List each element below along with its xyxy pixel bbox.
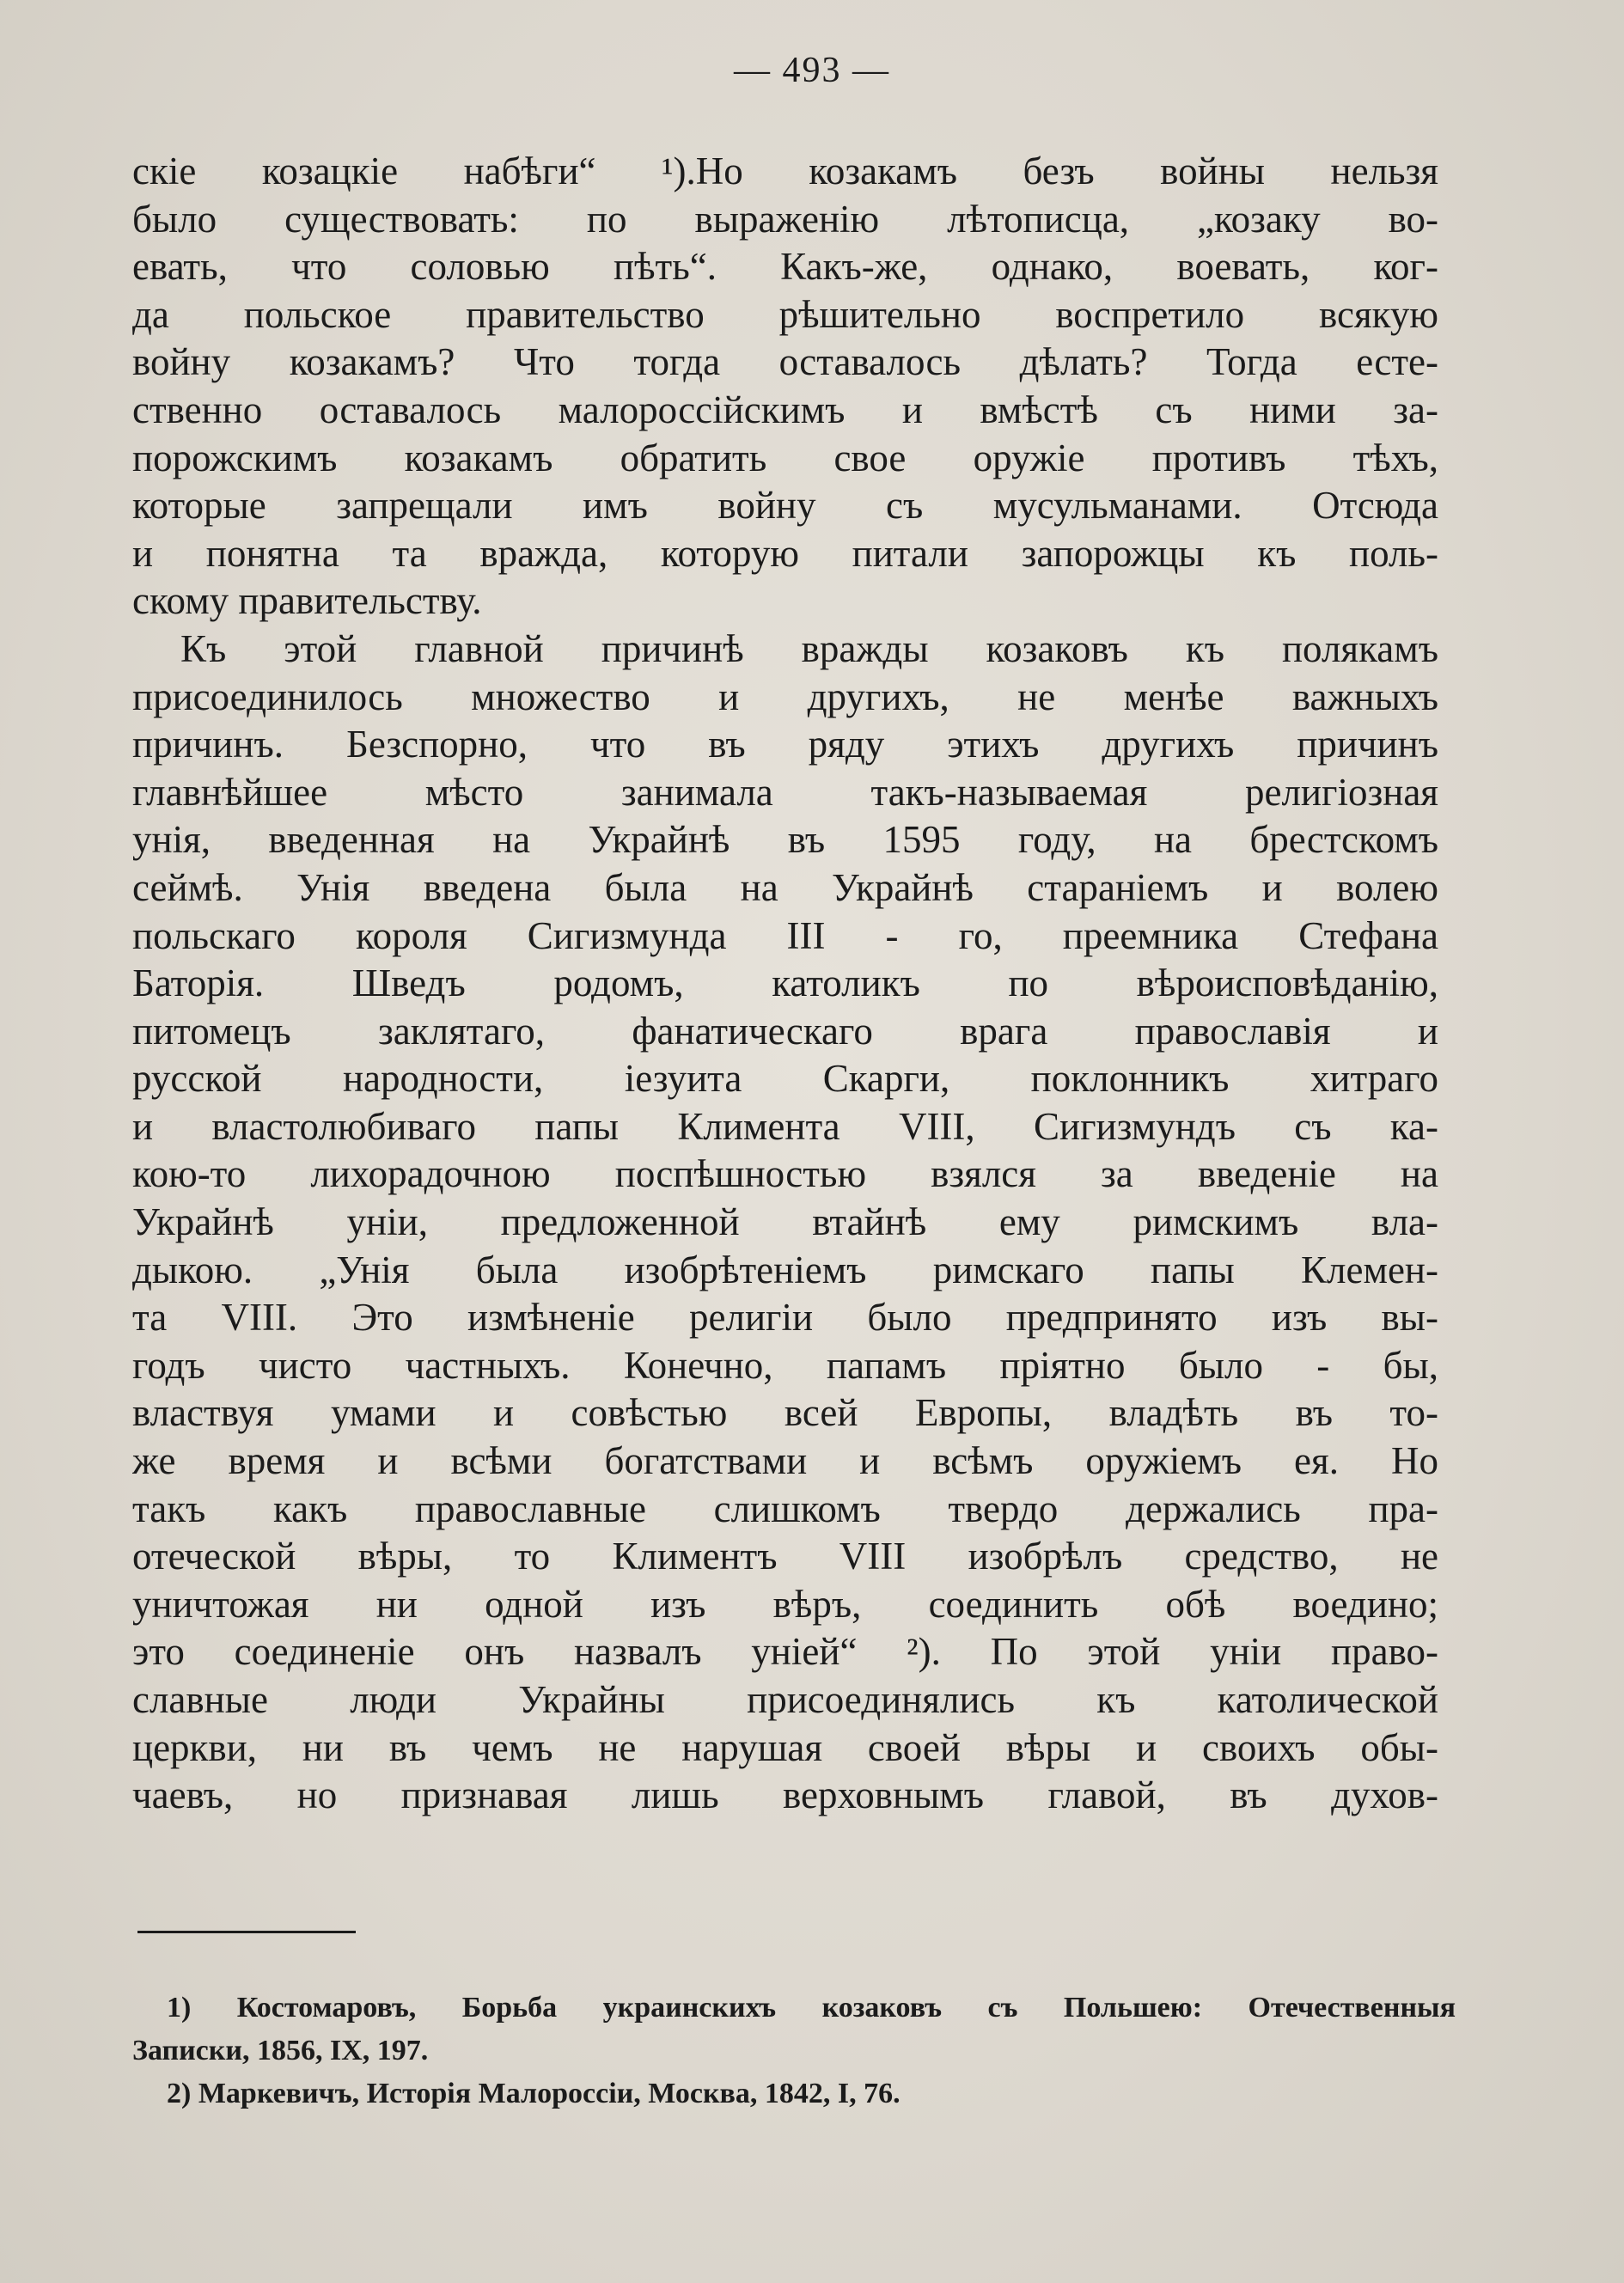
text-line: Украйнѣ уніи, предложенной втайнѣ ему римскимъ вла- xyxy=(132,1200,1438,1244)
text-line: уничтожая ни одной изъ вѣръ, соединить обѣ воедино; xyxy=(132,1582,1438,1626)
footnote-2: 2) Маркевичъ, Исторія Малороссіи, Москва, 1842, I, 76. xyxy=(167,2078,901,2109)
text-line: русской народности, іезуита Скарги, поклонникъ хитраго xyxy=(132,1057,1438,1101)
text-line: Къ этой главной причинѣ вражды козаковъ къ полякамъ xyxy=(180,626,1438,670)
footnotes xyxy=(132,1987,1456,2115)
main-text xyxy=(132,148,1438,1820)
text-line: скому правительству. xyxy=(132,579,482,623)
text-line: которые запрещали имъ войну съ мусульманами. Отсюда xyxy=(132,484,1438,528)
text-line: церкви, ни въ чемъ не нарушая своей вѣры и своихъ обы- xyxy=(132,1725,1438,1769)
text-line: и властолюбиваго папы Климента VIII, Сигизмундъ съ ка- xyxy=(132,1104,1438,1148)
page-number: — 493 — xyxy=(734,51,890,90)
text-line: скіе козацкіе набѣги“ ¹).Но козакамъ безъ войны нельзя xyxy=(132,150,1438,192)
text-line: такъ какъ православные слишкомъ твердо держались пра- xyxy=(132,1486,1438,1530)
text-line: та VIII. Это измѣненіе религіи было предпринято изъ вы- xyxy=(132,1296,1438,1340)
text-line: кою-то лихорадочною поспѣшностью взялся за введеніе на xyxy=(132,1152,1438,1196)
text-line: ственно оставалось малороссійскимъ и вмѣстѣ съ ними за- xyxy=(132,388,1438,431)
text-line: питомецъ заклятаго, фанатическаго врага православія и xyxy=(132,1009,1438,1053)
text-line: порожскимъ козакамъ обратить свое оружіе противъ тѣхъ, xyxy=(132,436,1438,479)
text-line: присоединилось множество и другихъ, не менѣе важныхъ xyxy=(132,675,1438,718)
text-line: войну козакамъ? Что тогда оставалось дѣлать? Тогда есте- xyxy=(132,340,1438,384)
text-line: отеческой вѣры, то Климентъ VIII изобрѣлъ средство, не xyxy=(132,1535,1438,1578)
text-line: дыкою. „Унія была изобрѣтеніемъ римскаго папы Клемен- xyxy=(132,1248,1438,1291)
text-line: Баторія. Шведъ родомъ, католикъ по вѣроисповѣданію, xyxy=(132,961,1438,1005)
footnote-separator xyxy=(137,1931,356,1933)
text-line: годъ чисто частныхъ. Конечно, папамъ пріятно было - бы, xyxy=(132,1343,1438,1387)
text-line: сеймѣ. Унія введена была на Украйнѣ стараніемъ и волею xyxy=(132,865,1438,909)
paragraph-1 xyxy=(132,148,1438,626)
text-line: польскаго короля Сигизмунда III - го, преемника Стефана xyxy=(132,913,1438,957)
text-line: властвуя умами и совѣстью всей Европы, владѣть въ то- xyxy=(132,1391,1438,1435)
text-line: славные люди Украйны присоединялись къ католической xyxy=(132,1678,1438,1721)
text-line: и понятна та вражда, которую питали запорожцы къ поль- xyxy=(132,531,1438,575)
paragraph-2 xyxy=(132,626,1438,1820)
text-line: чаевъ, но признавая лишь верховнымъ главой, въ духов- xyxy=(132,1773,1438,1817)
text-line: было существовать: по выраженію лѣтописца, „козаку во- xyxy=(132,197,1438,241)
text-line: унія, введенная на Украйнѣ въ 1595 году, на брестскомъ xyxy=(132,818,1438,862)
text-line: же время и всѣми богатствами и всѣмъ оружіемъ ея. Но xyxy=(132,1439,1438,1483)
text-line: причинъ. Безспорно, что въ ряду этихъ другихъ причинъ xyxy=(132,723,1438,766)
text-line: да польское правительство рѣшительно воспретило всякую xyxy=(132,292,1438,336)
footnote-1: 1) Костомаровъ, Борьба украинскихъ козаковъ съ Польшею: Отечественныя xyxy=(167,1992,1456,2024)
text-line: это соединеніе онъ назвалъ уніей“ ²). По этой уніи право- xyxy=(132,1630,1438,1674)
text-line: евать, что соловью пѣть“. Какъ-же, однако, воевать, ког- xyxy=(132,245,1438,289)
text-line: главнѣйшее мѣсто занимала такъ-называемая религіозная xyxy=(132,770,1438,814)
footnote-1-continued: Записки, 1856, IX, 197. xyxy=(132,2035,429,2066)
